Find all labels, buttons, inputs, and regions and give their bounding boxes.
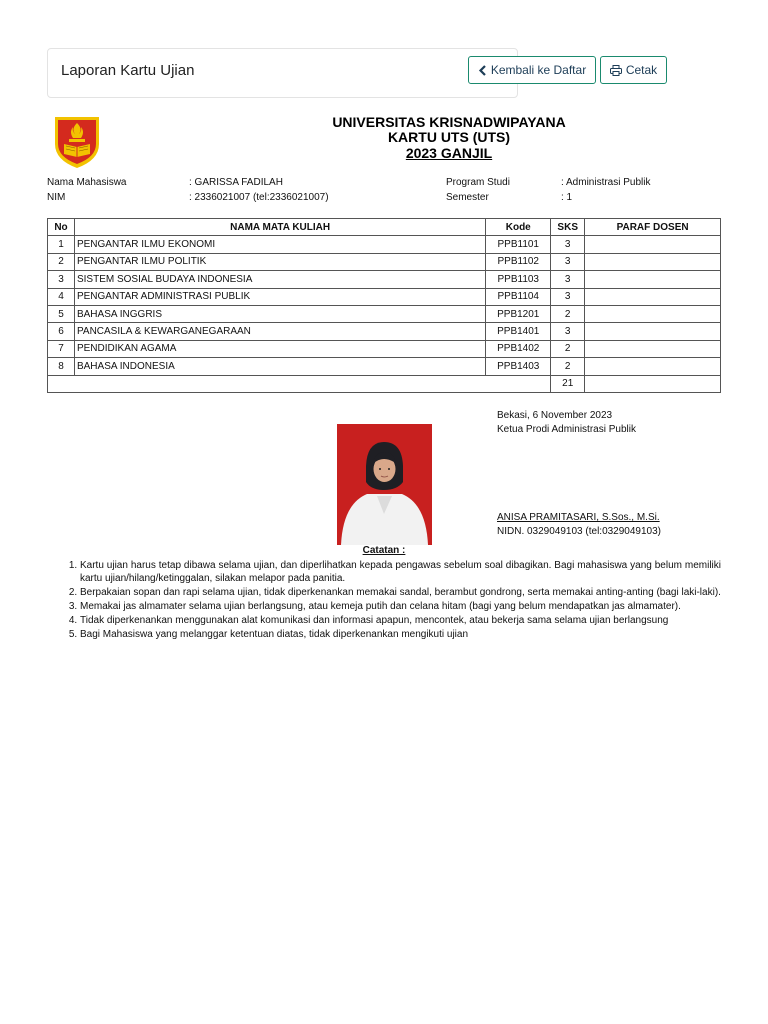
student-photo bbox=[337, 424, 432, 545]
row-no: 2 bbox=[48, 253, 75, 270]
signer-nidn: NIDN. 0329049103 (tel:0329049103) bbox=[497, 526, 662, 537]
row-signature-cell bbox=[585, 305, 721, 322]
row-kode: PPB1102 bbox=[486, 253, 551, 270]
university-logo bbox=[52, 114, 102, 170]
row-sks: 2 bbox=[551, 358, 585, 375]
row-course: PENGANTAR ADMINISTRASI PUBLIK bbox=[74, 288, 485, 305]
row-signature-cell bbox=[585, 271, 721, 288]
col-header-sks: SKS bbox=[551, 219, 585, 236]
total-label-cell bbox=[48, 375, 551, 392]
col-header-kode: Kode bbox=[486, 219, 551, 236]
row-kode: PPB1403 bbox=[486, 358, 551, 375]
row-no: 4 bbox=[48, 288, 75, 305]
student-name-label: Nama Mahasiswa bbox=[47, 177, 127, 188]
list-item: 3. Memakai jas almamater selama ujian berlangsung, atau kemeja putih dan celana hitam (bagi yang belum mendapatkan jas almamater). bbox=[80, 600, 721, 613]
list-item: 5. Bagi Mahasiswa yang melanggar ketentuan diatas, tidak diperkenankan mengikuti ujian bbox=[80, 628, 721, 641]
back-to-list-button[interactable] bbox=[468, 56, 596, 84]
card-title: KARTU UTS (UTS) bbox=[387, 129, 511, 145]
table-total-row bbox=[48, 375, 721, 392]
table-row bbox=[48, 253, 721, 270]
row-course: SISTEM SOSIAL BUDAYA INDONESIA bbox=[74, 271, 485, 288]
row-sks: 3 bbox=[551, 253, 585, 270]
program-value: : Administrasi Publik bbox=[561, 177, 651, 188]
row-sks: 2 bbox=[551, 340, 585, 357]
row-kode: PPB1101 bbox=[486, 236, 551, 253]
list-item: 2. Berpakaian sopan dan rapi selama ujian, tidak diperkenankan memakai sandal, berambut gondrong, serta memakai anting-anting (bagi laki-laki). bbox=[80, 586, 721, 599]
row-kode: PPB1201 bbox=[486, 305, 551, 322]
row-signature-cell bbox=[585, 236, 721, 253]
row-no: 5 bbox=[48, 305, 75, 322]
row-course: BAHASA INGGRIS bbox=[74, 305, 485, 322]
row-kode: PPB1401 bbox=[486, 323, 551, 340]
table-row bbox=[48, 323, 721, 340]
row-sks: 3 bbox=[551, 271, 585, 288]
row-no: 3 bbox=[48, 271, 75, 288]
report-header-card bbox=[47, 48, 518, 98]
print-button-label: Cetak bbox=[625, 63, 658, 77]
print-button[interactable] bbox=[600, 56, 667, 84]
signer-name: ANISA PRAMITASARI, S.Sos., M.Si. bbox=[497, 512, 660, 523]
total-sks: 21 bbox=[551, 375, 585, 392]
row-course: BAHASA INDONESIA bbox=[74, 358, 485, 375]
row-sks: 3 bbox=[551, 288, 585, 305]
row-no: 1 bbox=[48, 236, 75, 253]
row-kode: PPB1103 bbox=[486, 271, 551, 288]
row-signature-cell bbox=[585, 253, 721, 270]
row-signature-cell bbox=[585, 323, 721, 340]
col-header-no: No bbox=[48, 219, 75, 236]
row-course: PENDIDIKAN AGAMA bbox=[74, 340, 485, 357]
semester-label: Semester bbox=[446, 192, 489, 203]
row-sks: 2 bbox=[551, 305, 585, 322]
table-header-row bbox=[48, 219, 721, 236]
row-kode: PPB1104 bbox=[486, 288, 551, 305]
list-item: 1. Kartu ujian harus tetap dibawa selama ujian, dan diperlihatkan kepada pengawas sebelum soal dibagikan. Bagi mahasiswa yang belum memiliki kartu ujian/hilang/ketinggalan, silakan melapor pada panitia. bbox=[80, 559, 721, 585]
table-row bbox=[48, 271, 721, 288]
total-signature-cell bbox=[585, 375, 721, 392]
list-item: 4. Tidak diperkenankan menggunakan alat komunikasi dan informasi apapun, mencontek, atau bekerja sama selama ujian berlangsung bbox=[80, 614, 721, 627]
page-title: Laporan Kartu Ujian bbox=[61, 62, 195, 79]
back-button-label: Kembali ke Daftar bbox=[490, 63, 587, 77]
printer-icon bbox=[610, 65, 622, 76]
university-name: UNIVERSITAS KRISNADWIPAYANA bbox=[332, 114, 566, 130]
row-signature-cell bbox=[585, 288, 721, 305]
col-header-course: NAMA MATA KULIAH bbox=[74, 219, 485, 236]
table-row bbox=[48, 288, 721, 305]
row-no: 6 bbox=[48, 323, 75, 340]
row-course: PENGANTAR ILMU POLITIK bbox=[74, 253, 485, 270]
academic-period: 2023 GANJIL bbox=[405, 145, 493, 161]
student-name-value: : GARISSA FADILAH bbox=[189, 177, 283, 188]
row-course: PANCASILA & KEWARGANEGARAAN bbox=[74, 323, 485, 340]
row-kode: PPB1402 bbox=[486, 340, 551, 357]
notes-list bbox=[63, 559, 721, 642]
row-no: 8 bbox=[48, 358, 75, 375]
chevron-left-icon bbox=[478, 65, 487, 76]
table-row bbox=[48, 236, 721, 253]
courses-table bbox=[47, 218, 721, 393]
row-no: 7 bbox=[48, 340, 75, 357]
table-row bbox=[48, 305, 721, 322]
place-date: Bekasi, 6 November 2023 bbox=[497, 410, 613, 421]
semester-value: : 1 bbox=[561, 192, 573, 203]
table-row bbox=[48, 358, 721, 375]
program-label: Program Studi bbox=[446, 177, 510, 188]
notes-title: Catatan : bbox=[362, 545, 406, 556]
col-header-signature: PARAF DOSEN bbox=[585, 219, 721, 236]
nim-value: : 2336021007 (tel:2336021007) bbox=[189, 192, 329, 203]
signer-role: Ketua Prodi Administrasi Publik bbox=[497, 424, 636, 435]
table-row bbox=[48, 340, 721, 357]
row-course: PENGANTAR ILMU EKONOMI bbox=[74, 236, 485, 253]
row-signature-cell bbox=[585, 340, 721, 357]
row-sks: 3 bbox=[551, 236, 585, 253]
row-signature-cell bbox=[585, 358, 721, 375]
row-sks: 3 bbox=[551, 323, 585, 340]
nim-label: NIM bbox=[47, 192, 66, 203]
